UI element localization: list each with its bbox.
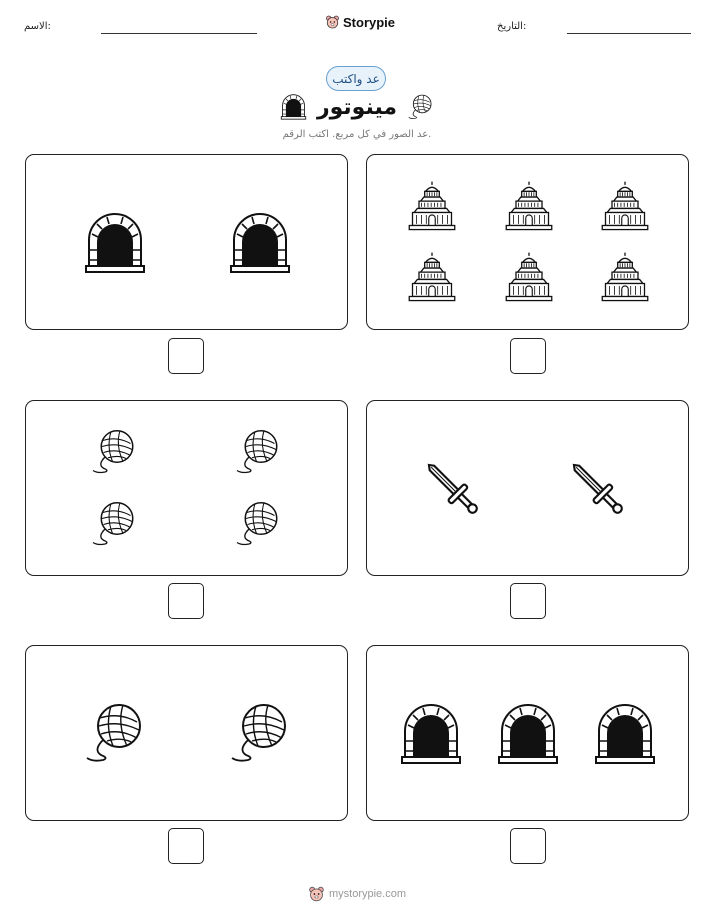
counting-panel-6 — [25, 645, 348, 821]
yarn-ball-icon — [237, 431, 277, 473]
archway-icon — [596, 705, 654, 763]
name-field-line[interactable] — [101, 33, 257, 34]
sword-icon — [566, 457, 629, 520]
temple-icon — [506, 253, 552, 301]
instructions: عد الصور في كل مربع. اكتب الرقم. — [282, 129, 432, 140]
archway-icon — [402, 705, 460, 763]
yarn-ball-icon — [93, 503, 133, 545]
archway-icon — [231, 214, 289, 272]
date-field-line[interactable] — [567, 33, 691, 34]
yarn-ball-icon — [93, 431, 133, 473]
answer-box-1[interactable] — [510, 338, 546, 374]
bear-mascot-icon — [325, 14, 340, 30]
answer-box-5[interactable] — [510, 828, 546, 864]
counting-panel-4 — [25, 400, 348, 576]
counting-panel-1 — [366, 154, 689, 330]
sword-icon — [421, 457, 484, 520]
yarn-ball-icon — [232, 705, 285, 761]
counting-panel-2 — [25, 154, 348, 330]
counting-panel-5 — [366, 645, 689, 821]
brand-logo — [325, 14, 395, 30]
answer-box-6[interactable] — [168, 828, 204, 864]
footer-url[interactable]: mystorypie.com — [328, 888, 407, 900]
yarn-ball-icon — [87, 705, 140, 761]
yarn-ball-icon — [237, 503, 277, 545]
footer — [0, 885, 714, 903]
page-title: مينوتور — [316, 95, 398, 120]
date-label: التاريخ: — [497, 21, 527, 32]
temple-icon — [409, 253, 455, 301]
counting-panel-3 — [366, 400, 689, 576]
yarn-ball-icon — [407, 93, 434, 120]
archway-icon — [86, 214, 144, 272]
answer-box-3[interactable] — [510, 583, 546, 619]
answer-box-2[interactable] — [168, 338, 204, 374]
name-label: الاسم: — [24, 21, 51, 32]
activity-badge: عد واكتب — [326, 66, 386, 91]
bear-mascot-icon — [308, 885, 325, 903]
brand-name: Storypie — [343, 14, 396, 30]
archway-icon — [499, 705, 557, 763]
temple-icon — [602, 182, 648, 230]
temple-icon — [602, 253, 648, 301]
temple-icon — [506, 182, 552, 230]
answer-box-4[interactable] — [168, 583, 204, 619]
temple-icon — [409, 182, 455, 230]
